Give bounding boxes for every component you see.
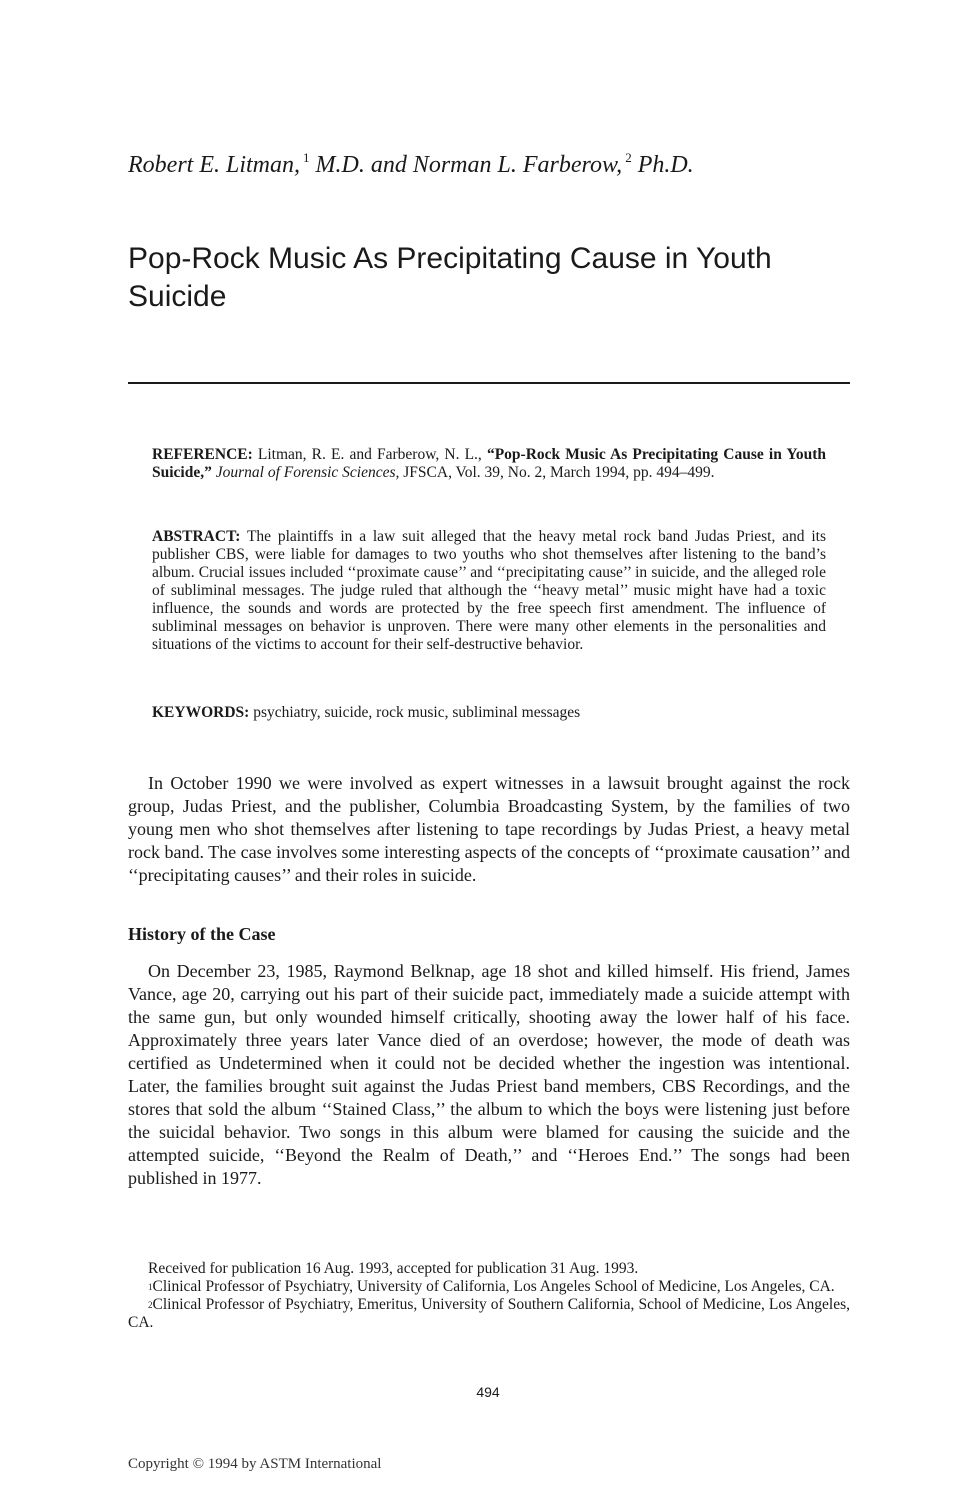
keywords-label: KEYWORDS:: [152, 704, 250, 721]
author-2-name: Norman L. Farberow,: [412, 152, 623, 178]
keywords-text: psychiatry, suicide, rock music, subliminal messages: [253, 704, 581, 721]
title-divider: [128, 382, 850, 384]
author-1-degree: M.D. and: [315, 152, 407, 178]
footnote-1-marker: 1: [148, 1282, 153, 1292]
abstract-label: ABSTRACT:: [152, 528, 241, 545]
section-heading: History of the Case: [128, 924, 276, 944]
footnote-1-text: Clinical Professor of Psychiatry, University of California, Los Angeles School of Medicine, Los Angeles, CA.: [152, 1278, 835, 1295]
intro-paragraph: In October 1990 we were involved as expert witnesses in a lawsuit brought against the rock group, Judas Priest, and the publisher, Columbia Broadcasting System, by the families of two young men who shot themselves after listening to tape recordings by Judas Priest, a heavy metal rock band. The case involves some interesting aspects of the concepts of ‘‘proximate causation’’ and ‘‘precipitating causes’’ and their roles in suicide.: [128, 773, 850, 885]
page-number: 494: [476, 1384, 500, 1400]
footnote-1: [128, 1278, 850, 1296]
author-line: [128, 152, 694, 179]
copyright-notice: Copyright © 1994 by ASTM International: [128, 1456, 382, 1472]
author-2-footnote-marker: 2: [625, 150, 632, 165]
abstract-text: The plaintiffs in a law suit alleged that the heavy metal rock band Judas Priest, and its publisher CBS, were liable for damages to two youths who shot themselves after listening to the band’s album. Crucial issues included ‘‘proximate cause’’ and ‘‘precipitating cause’’ in suicide, and the alleged role of subliminal messages. The judge ruled that although the ‘‘heavy metal’’ music might have had a toxic influence, the sounds and words are protected by the free speech first amendment. The influence of subliminal messages on behavior is unproven. There were many other elements in the personalities and situations of the victims to account for their self-destructive behavior.: [152, 528, 826, 653]
received-note: Received for publication 16 Aug. 1993, accepted for publication 31 Aug. 1993.: [148, 1260, 639, 1277]
footnote-2-marker: 2: [148, 1300, 153, 1310]
abstract-block: [152, 528, 826, 654]
author-1-name: Robert E. Litman,: [128, 152, 300, 178]
author-2-degree: Ph.D.: [637, 152, 694, 178]
history-paragraph: On December 23, 1985, Raymond Belknap, age 18 shot and killed himself. His friend, James Vance, age 20, carrying out his part of their suicide pact, immediately made a suicide attempt with the same gun, but only wounded himself critically, shooting away the lower half of his face. Approximately three years later Vance died of an overdose; however, the mode of death was certified as Undetermined when it could not be decided whether the ingestion was intentional. Later, the families brought suit against the Judas Priest band members, CBS Recordings, and the stores that sold the album ‘‘Stained Class,’’ the album to which the boys were listening just before the suicidal behavior. Two songs in this album were blamed for causing the suicide and the attempted suicide, ‘‘Beyond the Realm of Death,’’ and ‘‘Heroes End.’’ The songs had been published in 1977.: [128, 961, 850, 1188]
reference-details: JFSCA, Vol. 39, No. 2, March 1994, pp. 494–499.: [403, 464, 715, 481]
reference-authors: Litman, R. E. and Farberow, N. L.,: [257, 446, 482, 463]
footnotes: [128, 1260, 850, 1332]
footnote-2: [128, 1296, 850, 1332]
reference-article-title: “Pop-Rock Music As Precipitating Cause in Youth Suicide,”: [152, 446, 827, 481]
reference-block: [152, 446, 826, 482]
reference-journal: Journal of Forensic Sciences,: [215, 464, 400, 481]
reference-label: REFERENCE:: [152, 446, 253, 463]
author-1-footnote-marker: 1: [303, 150, 310, 165]
article-title: Pop-Rock Music As Precipitating Cause in Youth Suicide: [128, 242, 772, 313]
keywords-block: [152, 704, 826, 722]
footnote-2-text: Clinical Professor of Psychiatry, Emeritus, University of Southern California, School of Medicine, Los Angeles, CA.: [128, 1296, 850, 1331]
